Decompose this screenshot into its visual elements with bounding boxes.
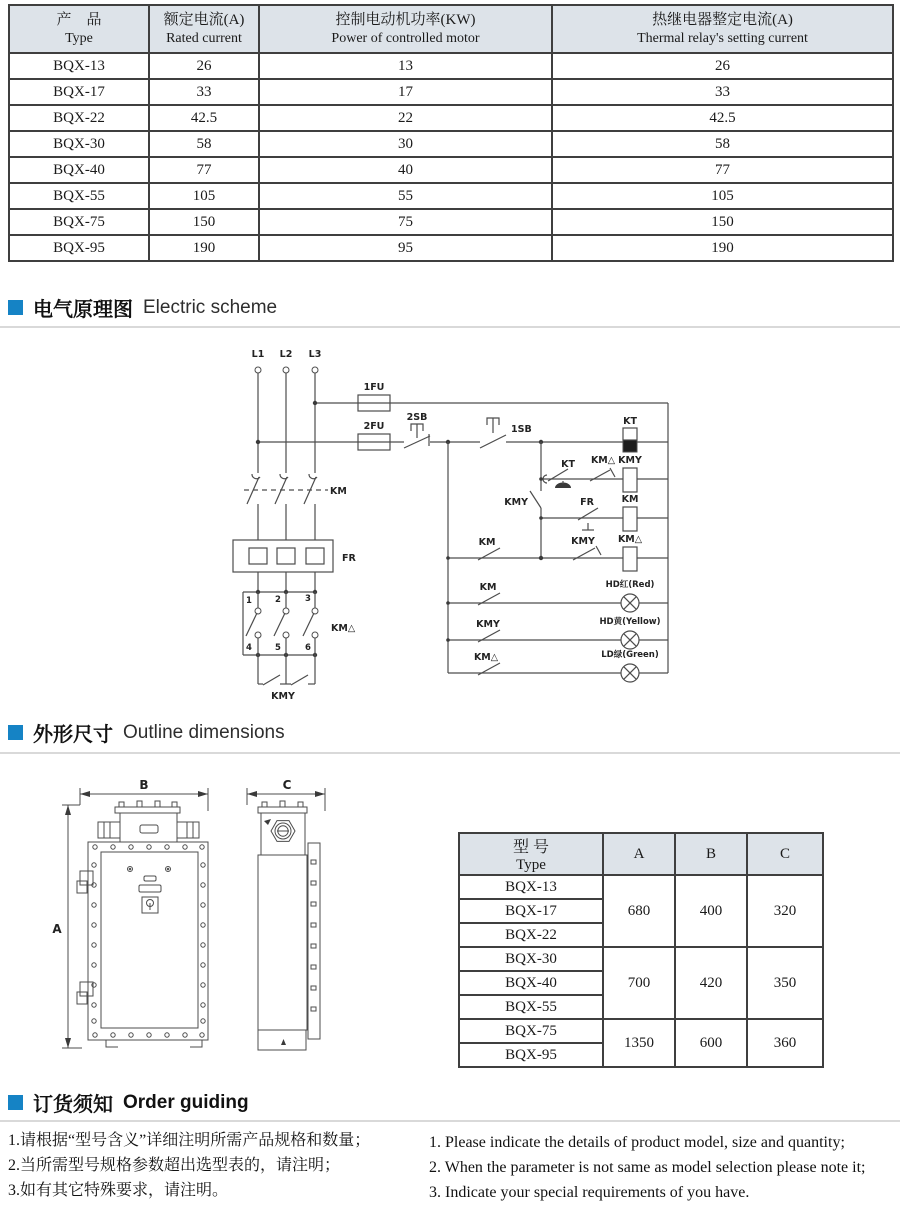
table-row [9,79,893,105]
cell-dim-c: 350 [747,947,823,1019]
cell-model: BQX-95 [459,1043,603,1067]
cell-thermal: 190 [552,235,893,261]
cell-current: 190 [149,235,259,261]
terminal-4: 4 [246,643,252,653]
km-main-label: KM [330,486,347,497]
table-row [9,235,893,261]
thermal-relay-block [233,540,333,592]
cell-power: 30 [259,131,552,157]
cell-thermal: 33 [552,79,893,105]
lamp-row-red [446,593,668,612]
cell-dim-c: 360 [747,1019,823,1067]
col-header-type: 产 品 Type [9,5,149,53]
cell-model: BQX-75 [9,209,149,235]
km-row [446,546,668,571]
divider [0,1120,900,1122]
cell-power: 13 [259,53,552,79]
section-title-zh: 外形尺寸 [33,724,113,746]
cell-dim-b: 400 [675,875,747,947]
cell-dim-a: 680 [603,875,675,947]
dims-col-c: C [747,833,823,875]
front-feet [106,1040,202,1047]
cable-gland [264,819,295,841]
fr-main-label: FR [342,553,356,564]
cell-model: BQX-40 [9,157,149,183]
lamp1-contact-label: KM [479,582,497,593]
section-bullet-icon [8,1095,23,1110]
dims-table [458,832,824,1068]
cell-current: 105 [149,183,259,209]
star-section [258,655,315,685]
section-electric-scheme [8,293,277,322]
dims-header-row [459,833,823,875]
spec-table-wrap [8,4,894,262]
section-bullet-icon [8,300,23,315]
cell-current: 26 [149,53,259,79]
cell-model: BQX-22 [9,105,149,131]
cell-model: BQX-22 [459,923,603,947]
cell-model: BQX-13 [459,875,603,899]
terminal-3: 3 [305,594,311,604]
cell-thermal: 150 [552,209,893,235]
kmy-hold-contact [530,491,541,508]
fuse-1fu-label: 1FU [363,382,385,393]
cell-model: BQX-55 [459,995,603,1019]
side-view [247,778,325,1050]
order-notes-zh [8,1128,418,1203]
side-foot-mark [281,1039,286,1045]
cell-current: 58 [149,131,259,157]
cell-power: 17 [259,79,552,105]
cell-power: 22 [259,105,552,131]
kmd-nc-label: KM△ [590,455,616,466]
cell-power: 95 [259,235,552,261]
cell-power: 75 [259,209,552,235]
cell-thermal: 77 [552,157,893,183]
phase-l1-label: L1 [251,349,265,360]
kmd-main-label: KM△ [331,623,356,634]
section-title-en: Electric scheme [143,296,278,318]
table-row [9,105,893,131]
start-button-label: 1SB [511,424,532,435]
cell-dim-a: 700 [603,947,675,1019]
lamp-red-label: HD红(Red) [605,580,655,590]
cell-model: BQX-13 [9,53,149,79]
kmy-hold-label: KMY [504,497,528,508]
front-view [52,778,208,1048]
dim-a [62,805,82,1048]
section-outline-dimensions [8,718,285,747]
fuse-2fu-label: 2FU [363,421,385,432]
table-row [459,947,823,971]
cell-power: 40 [259,157,552,183]
phase-terminals [255,367,318,373]
hinges [77,871,93,1004]
cell-model: BQX-17 [9,79,149,105]
table-row [9,157,893,183]
section-order-guiding [8,1088,249,1117]
cell-power: 55 [259,183,552,209]
cell-model: BQX-55 [9,183,149,209]
cell-thermal: 42.5 [552,105,893,131]
table-row [9,209,893,235]
cell-dim-c: 320 [747,875,823,947]
cell-model: BQX-95 [9,235,149,261]
col-header-rated-current: 额定电流(A) Rated current [149,5,259,53]
lamp2-contact-label: KMY [476,619,500,630]
note-line: 3.如有其它特殊要求，请注明。 [8,1182,229,1199]
note-line: 2.当所需型号规格参数超出选型表的，请注明； [8,1157,341,1174]
lamp-yellow-label: HD黄(Yellow) [599,617,661,627]
divider [0,752,900,754]
kmd-coil-label: KM△ [617,534,643,545]
order-notes-en [429,1130,894,1205]
cell-model: BQX-30 [459,947,603,971]
outline-drawing [40,775,360,1065]
front-bolts [92,845,205,1037]
door-furniture [128,867,171,914]
section-bullet-icon [8,725,23,740]
phase-l2-label: L2 [279,349,293,360]
dims-col-a: A [603,833,675,875]
cell-current: 77 [149,157,259,183]
start-button-symbol [480,418,506,448]
cell-thermal: 26 [552,53,893,79]
cell-thermal: 105 [552,183,893,209]
terminal-2: 2 [275,595,281,605]
stop-button-symbol [404,424,430,448]
cell-thermal: 58 [552,131,893,157]
dims-table-wrap [458,832,824,1068]
dim-c-label: C [282,778,292,792]
kt-coil-label: KT [623,416,637,427]
cell-dim-a: 1350 [603,1019,675,1067]
kt-coil-top [623,428,637,440]
col-header-motor-power: 控制电动机功率(KW) Power of controlled motor [259,5,552,53]
note-line: 1.请根据“型号含义”详细注明所需产品规格和数量； [8,1132,371,1149]
lamp-row-yellow [446,630,668,649]
table-row [9,53,893,79]
table-row [9,131,893,157]
control-feed [256,395,668,450]
lamp-row-green [448,663,668,682]
note-line: 3. Indicate your special requirements of you have. [429,1184,750,1201]
table-row [459,1019,823,1043]
section-title-en: Order guiding [123,1091,249,1113]
section-title-zh: 电气原理图 [33,299,133,321]
cell-model: BQX-30 [9,131,149,157]
km-coil-label: KM [621,494,639,505]
cell-model: BQX-17 [459,899,603,923]
front-door [88,842,208,1040]
terminal-5: 5 [275,643,281,653]
lamp-green-label: LD绿(Green) [601,650,659,660]
fr-row [539,507,668,531]
km-no-label: KM [478,537,496,548]
cell-model: BQX-40 [459,971,603,995]
cell-dim-b: 420 [675,947,747,1019]
electric-scheme-diagram [230,340,680,710]
note-line: 1. Please indicate the details of product model, size and quantity; [429,1134,845,1151]
cell-current: 33 [149,79,259,105]
kt-coil-bottom [623,440,637,452]
fr-nc-label: FR [580,497,594,508]
cell-current: 150 [149,209,259,235]
cell-current: 42.5 [149,105,259,131]
table-row [459,875,823,899]
terminal-1: 1 [246,596,252,606]
dims-col-b: B [675,833,747,875]
note-line: 2. When the parameter is not same as model selection please note it; [429,1159,866,1176]
dim-a-label: A [52,922,62,936]
front-terminal-box [98,801,199,842]
col-header-thermal-setting: 热继电器整定电流(A) Thermal relay's setting current [552,5,893,53]
side-strip-bolts [311,860,316,1011]
phase-l3-label: L3 [308,349,322,360]
terminal-6: 6 [305,643,311,653]
section-title-zh: 订货须知 [33,1094,113,1116]
dims-col-type: 型 号 Type [459,833,603,875]
spec-header-row [9,5,893,53]
lamp3-contact-label: KM△ [473,652,499,663]
kt-row [539,468,668,492]
divider [0,326,900,328]
spec-table [8,4,894,262]
cell-dim-b: 600 [675,1019,747,1067]
stop-button-label: 2SB [406,412,428,423]
kmy-nc-label: KMY [571,536,595,547]
power-lines [244,373,328,540]
kmy-main-label: KMY [271,691,295,702]
dim-b-label: B [139,778,149,792]
kt-contact-label: KT [561,459,575,470]
kmy-coil-label: KMY [618,455,642,466]
section-title-en: Outline dimensions [123,721,285,743]
cell-model: BQX-75 [459,1019,603,1043]
table-row [9,183,893,209]
